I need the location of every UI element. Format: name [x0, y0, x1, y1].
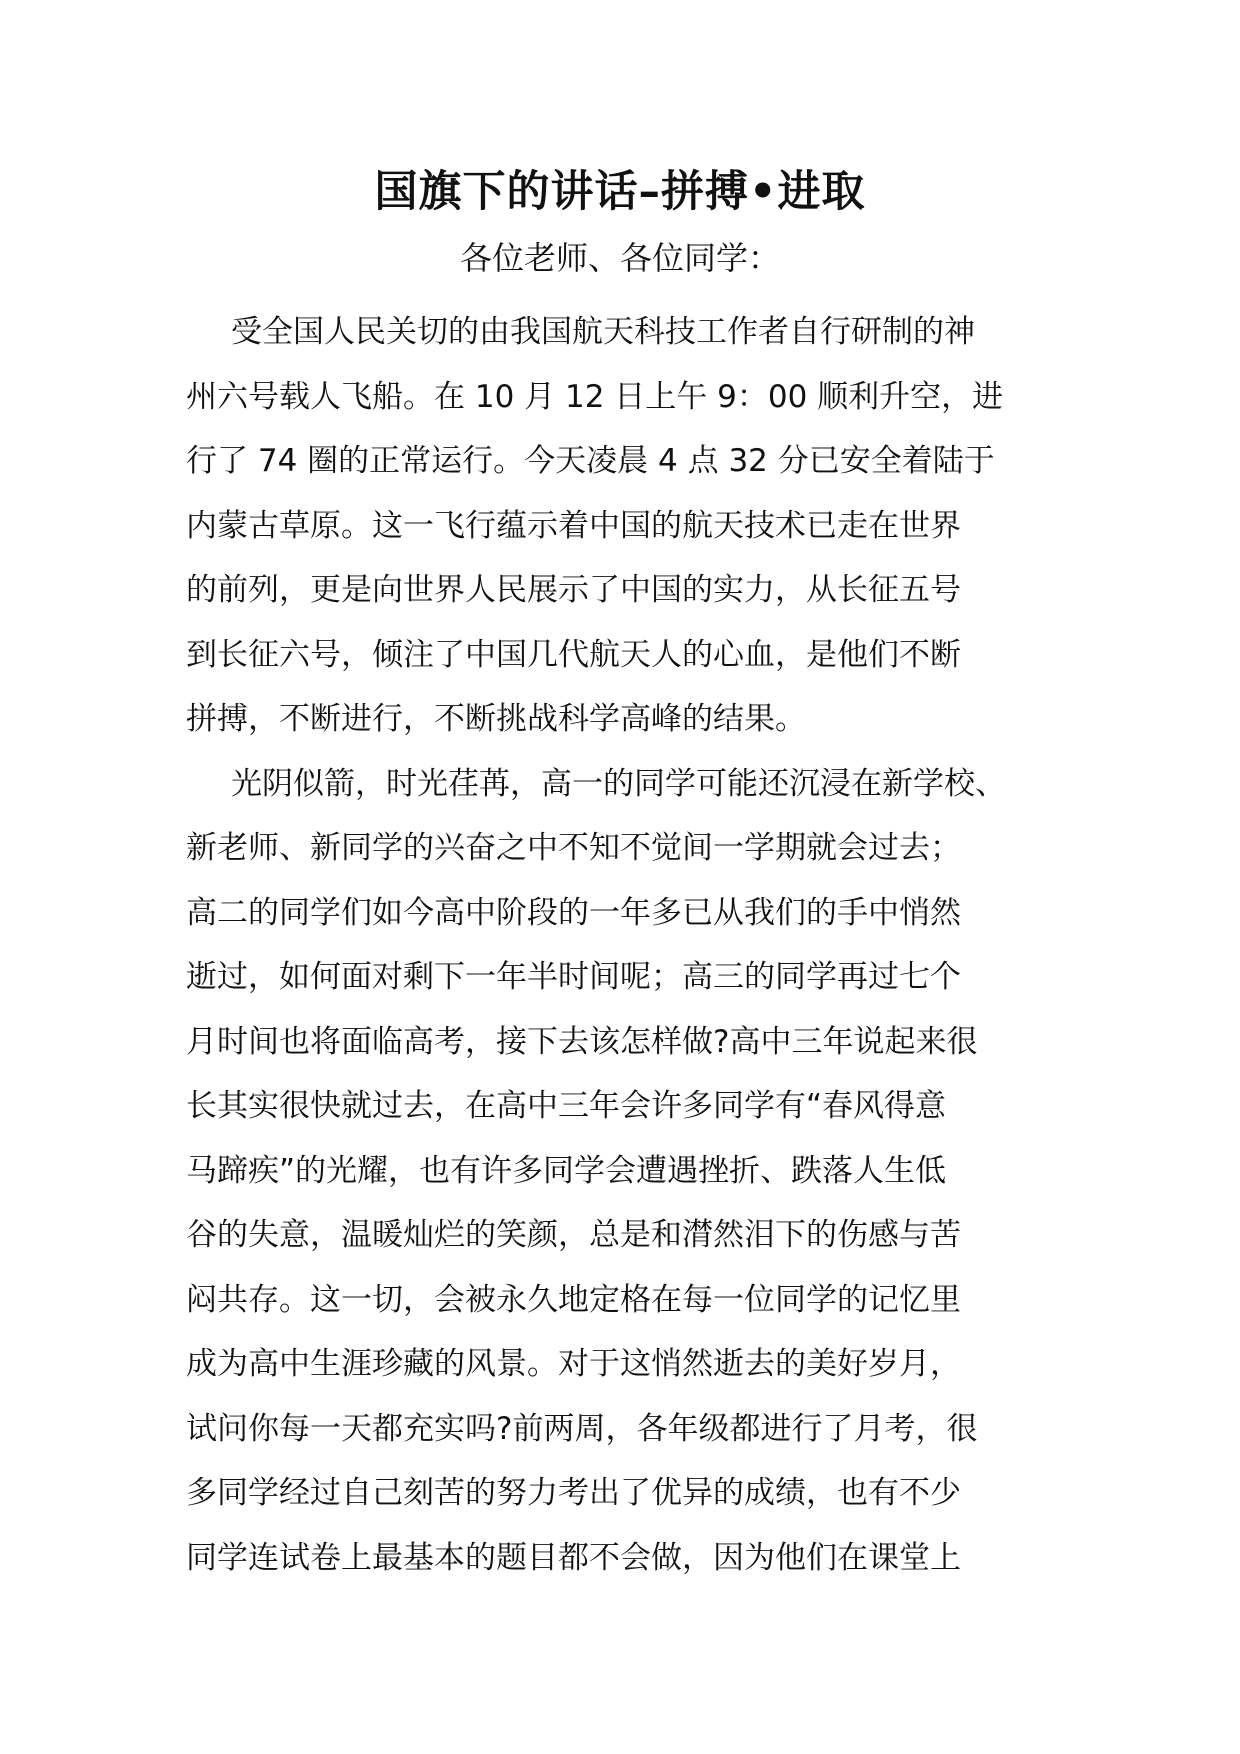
text-line: 闷共存。这一切，会被永久地定格在每一位同学的记忆里	[186, 1281, 961, 1318]
text-line: 新老师、新同学的兴奋之中不知不觉间一学期就会过去；	[186, 830, 961, 866]
text-line: 州六号载人飞船。在 10 月 12 日上午 9：00 顺利升空，进	[186, 378, 1004, 415]
text-line: 高二的同学们如今高中阶段的一年多已从我们的手中悄然	[186, 894, 961, 931]
document-body	[186, 300, 1046, 1590]
text-line: 试问你每一天都充实吗?前两周，各年级都进行了月考，很	[186, 1410, 978, 1447]
text-line: 同学连试卷上最基本的题目都不会做，因为他们在课堂上	[186, 1539, 961, 1576]
text-line: 马蹄疾”的光耀，也有许多同学会遭遇挫折、跌落人生低	[186, 1152, 947, 1189]
document-title: 国旗下的讲话–拼搏•进取	[374, 167, 866, 217]
text-line: 到长征六号，倾注了中国几代航天人的心血，是他们不断	[186, 636, 961, 673]
paragraph-1	[186, 300, 1046, 752]
text-line: 拼搏，不断进行，不断挑战科学高峰的结果。	[186, 701, 806, 737]
text-line: 内蒙古草原。这一飞行蕴示着中国的航天技术已走在世界	[186, 507, 961, 544]
text-line: 行了 74 圈的正常运行。今天凌晨 4 点 32 分已安全着陆于	[186, 443, 995, 479]
text-line: 逝过，如何面对剩下一年半时间呢；高三的同学再过七个	[186, 959, 961, 995]
text-line: 长其实很快就过去，在高中三年会许多同学有“春风得意	[186, 1088, 947, 1124]
text-line: 月时间也将面临高考，接下去该怎样做?高中三年说起来很	[186, 1023, 978, 1060]
text-line: 受全国人民关切的由我国航天科技工作者自行研制的神	[231, 314, 975, 350]
text-line: 成为高中生涯珍藏的风景。对于这悄然逝去的美好岁月，	[186, 1346, 961, 1382]
salutation: 各位老师、各位同学：	[459, 239, 780, 277]
text-line: 光阴似箭，时光荏苒，高一的同学可能还沉浸在新学校、	[231, 765, 1006, 802]
paragraph-2	[186, 752, 1046, 1591]
text-line: 多同学经过自己刻苦的努力考出了优异的成绩，也有不少	[186, 1475, 961, 1511]
text-line: 的前列，更是向世界人民展示了中国的实力，从长征五号	[186, 572, 961, 608]
text-line: 谷的失意，温暖灿烂的笑颜，总是和潸然泪下的伤感与苦	[186, 1217, 961, 1253]
